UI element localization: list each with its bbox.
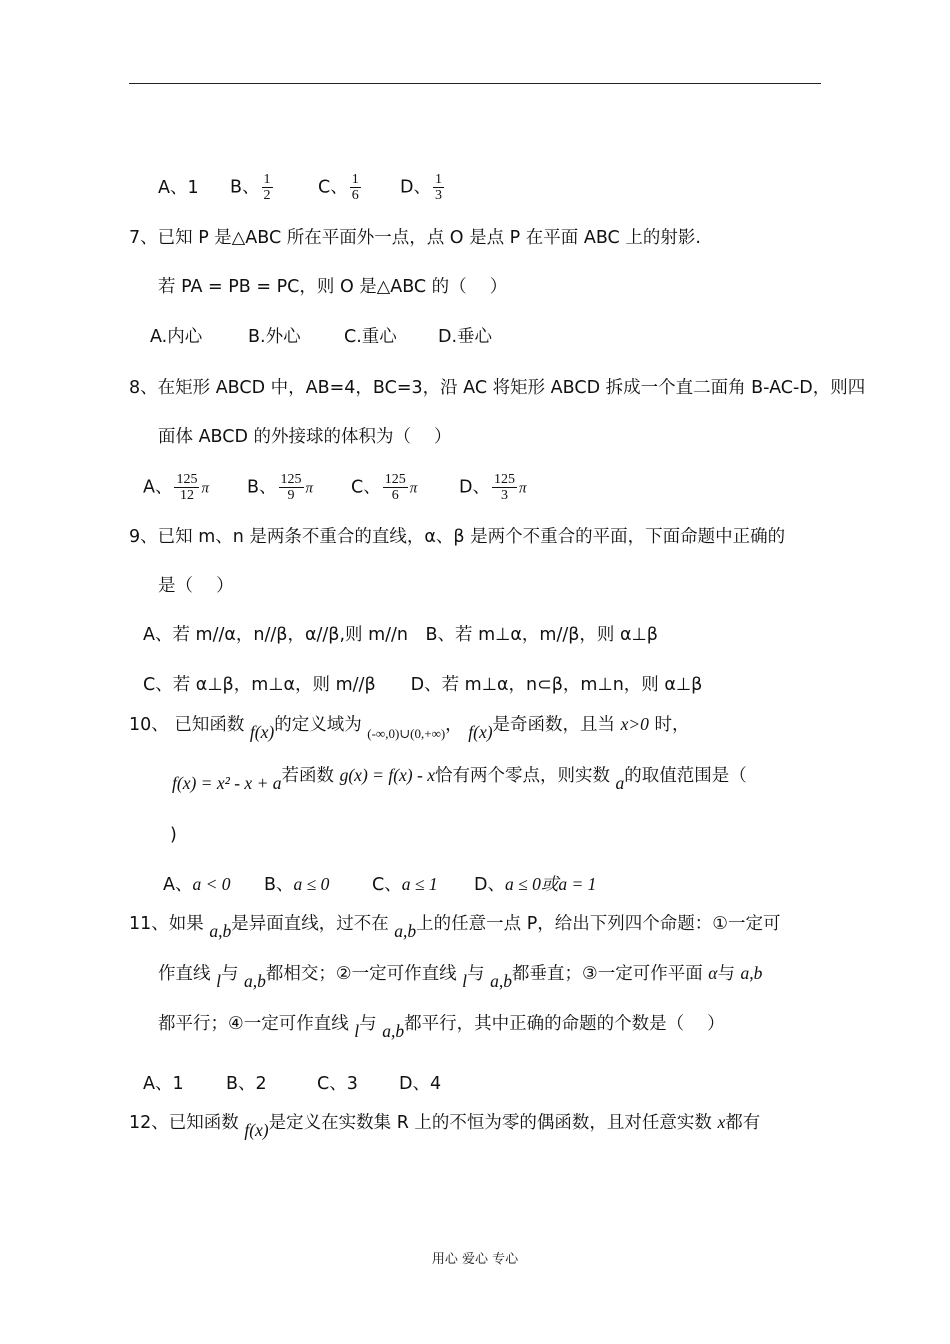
- q10-stem-2: f(x) = x² - x + a若函数 g(x) = f(x) - x恰有两个零点，则实数 a的取值范围是（: [172, 765, 747, 793]
- q10-fx: f(x): [249, 722, 275, 742]
- q12-stem: 12、已知函数 f(x)是定义在实数集 R 上的不恒为零的偶函数，且对任意实数 x都有: [129, 1112, 761, 1140]
- q11-option-a: A、1: [143, 1074, 184, 1094]
- q7-options: [150, 325, 492, 349]
- q10-formula-f: f(x) = x² - x + a: [172, 773, 282, 793]
- q7-option-d: D.垂心: [438, 327, 493, 347]
- q7-option-b: B.外心: [248, 327, 301, 347]
- header-rule: [129, 83, 821, 84]
- q11-stem-2: 作直线 l与 a,b都相交；②一定可作直线 l与 a,b都垂直；③一定可作平面 α与 a,b: [158, 963, 763, 991]
- q6-option-b: B、 $\frac{1}{2}$: [230, 172, 271, 203]
- q10-stem: 10、 已知函数 f(x)的定义域为 $_{(-\infty,0)\cup(0,+\infty)}$， f(x)是奇函数，且当 x>0 时，: [129, 714, 690, 742]
- q6-option-a: A、1: [158, 177, 199, 198]
- q11-option-b: B、2: [226, 1074, 267, 1094]
- q7-option-c: C.重心: [344, 327, 397, 347]
- q7-stem-2: 若 PA = PB = PC，则 O 是△ABC 的（ ）: [158, 277, 508, 297]
- q11-stem: 11、如果 a,b是异面直线，过不在 a,b上的任意一点 P，给出下列四个命题：①一定可: [129, 914, 781, 941]
- q7-option-a: A.内心: [150, 327, 203, 347]
- q10-options: [163, 872, 596, 897]
- q6-options: [158, 172, 446, 203]
- q8-stem-2: 面体 ABCD 的外接球的体积为（ ）: [158, 427, 452, 447]
- q10-option-b: B、a ≤ 0: [264, 874, 330, 895]
- q6-option-d: D、 $\frac{1}{3}$: [400, 172, 442, 203]
- q11-stem-3: 都平行；④一定可作直线 l与 a,b都平行，其中正确的命题的个数是（ ）: [158, 1014, 725, 1041]
- q11-options: [143, 1072, 441, 1096]
- q8-options: [143, 472, 527, 503]
- q8-option-c: C、 $\frac{125}{6}$ π: [351, 472, 418, 503]
- q9-options-cd: C、若 α⊥β，m⊥α，则 m//β D、若 m⊥α，n⊂β，m⊥n，则 α⊥β: [143, 675, 703, 695]
- q10-formula-g: g(x) = f(x) - x: [339, 765, 435, 785]
- q7-stem: 7、已知 P 是△ABC 所在平面外一点，点 O 是点 P 在平面 ABC 上的射影.: [129, 228, 701, 248]
- q8-option-a: A、 $\frac{125}{12}$ π: [143, 472, 209, 503]
- q11-option-c: C、3: [317, 1074, 358, 1094]
- q10-option-d: D、a ≤ 0或a = 1: [474, 874, 597, 895]
- q10-option-c: C、a ≤ 1: [372, 874, 438, 895]
- q6-option-c: C、 $\frac{1}{6}$: [318, 172, 359, 203]
- q8-option-b: B、 $\frac{125}{9}$ π: [247, 472, 314, 503]
- q8-option-d: D、 $\frac{125}{3}$ π: [459, 472, 527, 503]
- q9-stem-2: 是（ ）: [158, 576, 234, 596]
- q10-stem-3: ): [170, 825, 177, 845]
- q10-option-a: A、a < 0: [163, 874, 231, 895]
- page-footer: 用心 爱心 专心: [431, 1252, 519, 1267]
- q9-options-ab: A、若 m//α，n//β，α//β,则 m//n B、若 m⊥α，m//β，则 α⊥β: [143, 625, 658, 645]
- q9-stem: 9、已知 m、n 是两条不重合的直线，α、β 是两个不重合的平面，下面命题中正确的: [129, 527, 786, 547]
- q11-option-d: D、4: [399, 1074, 442, 1094]
- q10-domain: (-∞,0)∪(0,+∞): [367, 726, 446, 741]
- q8-stem: 8、在矩形 ABCD 中，AB=4，BC=3，沿 AC 将矩形 ABCD 拆成一个直二面角 B-AC-D，则四: [129, 378, 866, 398]
